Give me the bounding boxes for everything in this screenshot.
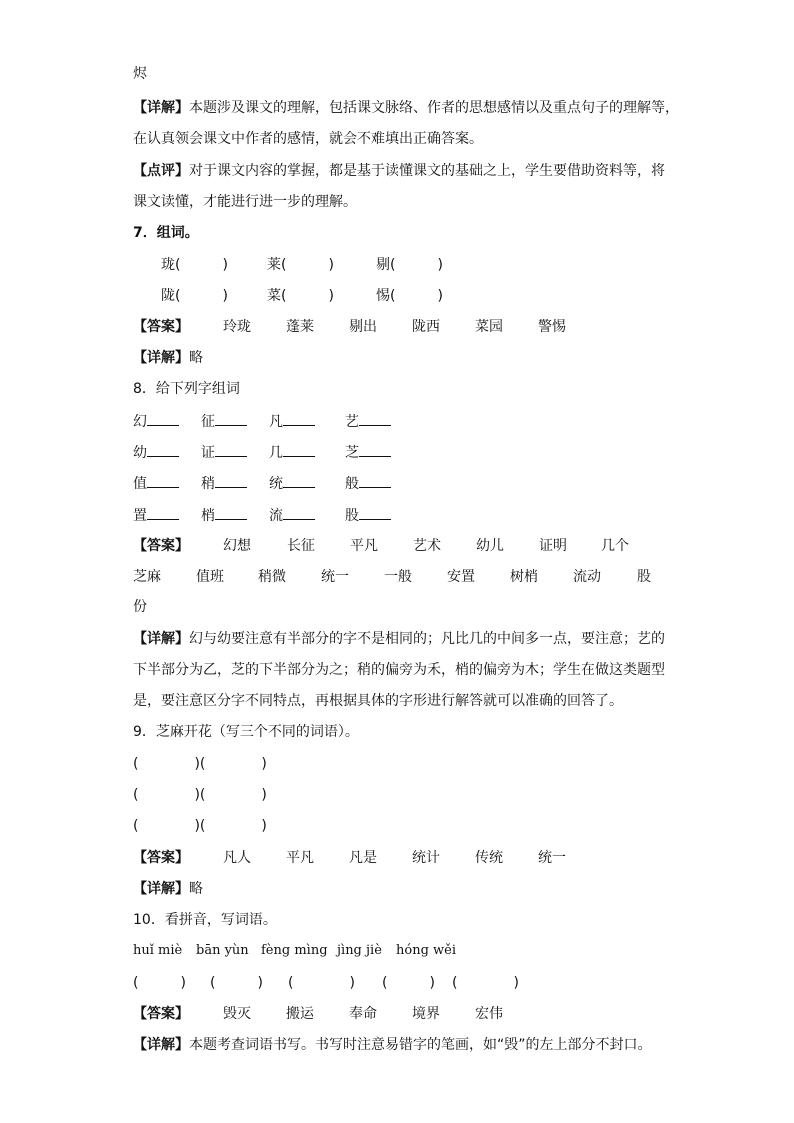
q8-char: 征 (201, 414, 215, 430)
question-8-title: 8．给下列字组词 (133, 381, 240, 397)
fill-blank[interactable] (147, 505, 179, 520)
answer-word: 树梢 (510, 569, 538, 585)
question-8-answer-line3: 份 (133, 599, 147, 615)
answer-word: 艺术 (413, 538, 441, 554)
fill-blank[interactable] (283, 505, 315, 520)
comment-paragraph-line (133, 161, 665, 181)
answer-word: 玲珑 (223, 319, 251, 335)
fill-blank[interactable] (359, 442, 391, 457)
q7-item: 莱( ) (267, 257, 334, 273)
answer-word: 长征 (287, 538, 315, 554)
q9-blank-row[interactable]: ( )( ) (133, 756, 267, 772)
question-8-detail-line3: 是，要注意区分字不同特点，再根据具体的字形进行解答就可以准确的回答了。 (133, 693, 623, 709)
question-7-detail (133, 348, 203, 368)
q7-item: 惕( ) (376, 288, 443, 304)
question-10-title: 10．看拼音，写词语。 (133, 912, 277, 928)
q8-char: 统 (269, 476, 283, 492)
fill-blank[interactable] (283, 473, 315, 488)
detail-tag: 【详解】 (133, 881, 189, 897)
fill-blank[interactable] (359, 473, 391, 488)
answer-word: 平凡 (286, 850, 314, 866)
fill-blank[interactable] (215, 505, 247, 520)
detail-tag: 【详解】 (133, 1037, 189, 1053)
q8-char: 芝 (345, 445, 359, 461)
answer-word: 搬运 (286, 1006, 314, 1022)
q8-char: 流 (269, 508, 283, 524)
answer-word: 一般 (384, 569, 412, 585)
q8-char: 证 (201, 445, 215, 461)
answer-word: 凡是 (349, 850, 377, 866)
detail-tag: 【详解】 (133, 631, 189, 647)
q7-item: 陇( ) (161, 288, 228, 304)
answer-word: 股 (637, 569, 651, 585)
answer-word: 值班 (196, 569, 224, 585)
q8-char: 凡 (269, 414, 283, 430)
comment-tag: 【点评】 (133, 163, 189, 179)
q7-item: 剔( ) (376, 257, 443, 273)
fill-blank[interactable] (147, 442, 179, 457)
q7-item: 珑( ) (161, 257, 228, 273)
top-char: 烬 (133, 66, 147, 82)
answer-word: 芝麻 (133, 569, 161, 585)
answer-tag: 【答案】 (133, 319, 189, 335)
answer-word: 毁灭 (223, 1006, 251, 1022)
q9-blank-row[interactable]: ( )( ) (133, 787, 267, 803)
q8-char: 几 (269, 445, 283, 461)
answer-word: 安置 (447, 569, 475, 585)
q8-char: 幼 (133, 445, 147, 461)
q8-char: 置 (133, 508, 147, 524)
answer-word: 统计 (412, 850, 440, 866)
fill-blank[interactable]: ( ) (288, 975, 355, 991)
fill-blank[interactable] (147, 411, 179, 426)
detail-paragraph-line (133, 98, 679, 118)
detail-text: 本题涉及课文的理解，包括课文脉络、作者的思想感情以及重点句子的理解等， (189, 100, 679, 116)
fill-blank[interactable] (215, 411, 247, 426)
question-8-detail (133, 629, 665, 649)
detail-text: 略 (189, 350, 203, 366)
answer-word: 蓬莱 (286, 319, 314, 335)
detail-tag: 【详解】 (133, 350, 189, 366)
answer-word: 幻想 (223, 538, 251, 554)
answer-word: 剔出 (349, 319, 377, 335)
pinyin-item: hóng wěi (396, 943, 457, 958)
fill-blank[interactable]: ( ) (133, 975, 186, 991)
pinyin-item: huǐ miè (133, 943, 183, 958)
answer-word: 奉命 (349, 1006, 377, 1022)
q7-item: 菜( ) (267, 288, 334, 304)
answer-word: 凡人 (223, 850, 251, 866)
comment-text-line2: 课文读懂，才能进行进一步的理解。 (133, 194, 357, 210)
q8-char: 艺 (345, 414, 359, 430)
answer-tag: 【答案】 (133, 850, 189, 866)
comment-text: 对于课文内容的掌握，都是基于读懂课文的基础之上，学生要借助资料等，将 (189, 163, 665, 179)
fill-blank[interactable] (215, 473, 247, 488)
pinyin-item: jìng jiè (337, 943, 382, 958)
q8-char: 幻 (133, 414, 147, 430)
answer-tag: 【答案】 (133, 1006, 189, 1022)
answer-word: 菜园 (475, 319, 503, 335)
question-9-detail (133, 879, 203, 899)
detail-text: 略 (189, 881, 203, 897)
answer-word: 陇西 (412, 319, 440, 335)
answer-word: 统一 (321, 569, 349, 585)
answer-word: 宏伟 (475, 1006, 503, 1022)
answer-word: 警惕 (538, 319, 566, 335)
fill-blank[interactable] (359, 505, 391, 520)
detail-tag: 【详解】 (133, 100, 189, 116)
fill-blank[interactable]: ( ) (210, 975, 263, 991)
answer-word: 传统 (475, 850, 503, 866)
pinyin-item: bān yùn (196, 943, 249, 958)
answer-word: 几个 (601, 538, 629, 554)
answer-word: 流动 (573, 569, 601, 585)
question-8-detail-line2: 下半部分为乙，芝的下半部分为之；稍的偏旁为禾，梢的偏旁为木；学生在做这类题型 (133, 662, 665, 678)
q8-char: 般 (345, 476, 359, 492)
answer-word: 统一 (538, 850, 566, 866)
pinyin-item: fèng mìng (261, 943, 328, 958)
answer-tag: 【答案】 (133, 538, 189, 554)
fill-blank[interactable] (283, 411, 315, 426)
detail-text: 幻与幼要注意有半部分的字不是相同的；凡比几的中间多一点，要注意；艺的 (189, 631, 665, 647)
q9-blank-row[interactable]: ( )( ) (133, 818, 267, 834)
fill-blank[interactable] (359, 411, 391, 426)
fill-blank[interactable]: ( ) (382, 975, 435, 991)
question-9-title: 9．芝麻开花（写三个不同的词语）。 (133, 724, 359, 740)
q8-char: 值 (133, 476, 147, 492)
answer-word: 境界 (412, 1006, 440, 1022)
q8-char: 梢 (201, 508, 215, 524)
answer-word: 证明 (539, 538, 567, 554)
q8-char: 股 (345, 508, 359, 524)
fill-blank[interactable]: ( ) (452, 975, 519, 991)
answer-word: 平凡 (350, 538, 378, 554)
fill-blank[interactable] (147, 473, 179, 488)
fill-blank[interactable] (283, 442, 315, 457)
answer-word: 幼儿 (476, 538, 504, 554)
question-10-detail (133, 1035, 652, 1055)
question-7-title: 7．组词。 (133, 225, 199, 241)
detail-text-line2: 在认真领会课文中作者的感情，就会不难填出正确答案。 (133, 131, 483, 147)
fill-blank[interactable] (215, 442, 247, 457)
q8-char: 稍 (201, 476, 215, 492)
detail-text: 本题考查词语书写。书写时注意易错字的笔画，如“毁”的左上部分不封口。 (189, 1037, 652, 1053)
answer-word: 稍微 (258, 569, 286, 585)
